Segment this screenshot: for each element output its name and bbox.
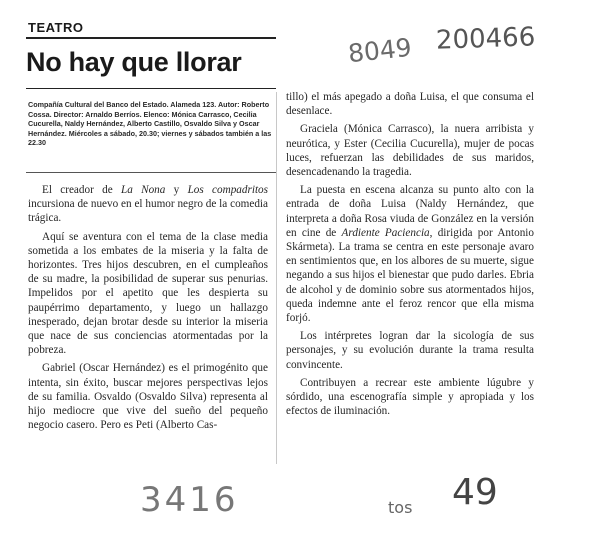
article-left-column	[28, 183, 268, 432]
handwritten-number-top-a: 8049	[346, 32, 413, 69]
column-divider	[276, 92, 277, 464]
handwritten-note-bottom-b: tos	[388, 498, 413, 517]
headline-rule	[26, 88, 276, 89]
paragraph-intro: El creador de La Nona y Los compadritos incursiona de nuevo en el humor negro de la comedia trágica.	[28, 184, 268, 225]
handwritten-number-bottom-c: 49	[452, 472, 498, 513]
article-right-column	[286, 90, 534, 418]
section-label: TEATRO	[28, 20, 84, 35]
paragraph-wives: Graciela (Mónica Carrasco), la nuera arribista y neurótica, y Ester (Cecilia Cucurella), mujer de pocas luces, refuerzan las debilidades de sus maridos, desencadenando la tragedia.	[286, 123, 534, 179]
handwritten-number-top-b: 200466	[435, 22, 536, 56]
paragraph-continuation: tillo) el más apegado a doña Luisa, el que consuma el desenlace.	[286, 91, 534, 118]
paragraph-characters: Gabriel (Oscar Hernández) es el primogénito que intenta, sin éxito, buscar mejores perspectivas lejos de su familia. Osvaldo (Osvaldo Silva) representa al hijo mediocre que vive del sueño del pequeño negocio casero. Pero es Peti (Alberto Cas-	[28, 362, 268, 432]
credits-rule	[26, 172, 276, 173]
paragraph-scenography: Contribuyen a recrear este ambiente lúgubre y sórdido, una escenografía simple y apropiada y los efectos de iluminación.	[286, 376, 534, 418]
credits-block: Compañía Cultural del Banco del Estado. Alameda 123. Autor: Roberto Cossa. Director: Arnaldo Berríos. Elenco: Mónica Carrasco, Cecilia Cucurella, Naldy Hernández, Alberto Castillo, Osvaldo Silva y Oscar Hernández. Miércoles a sábado, 20.30; viernes y sábados también a las 22.30	[28, 100, 272, 148]
headline: No hay que llorar	[26, 47, 242, 77]
handwritten-number-bottom-a: 3416	[140, 480, 239, 520]
paragraph-performers: Los intérpretes logran dar la sicología de sus personajes, y su evolución durante la trama resulta convincente.	[286, 330, 534, 371]
section-rule	[26, 37, 276, 39]
paragraph-theme: Aquí se aventura con el tema de la clase media sometida a los embates de la miseria y la falta de horizontes. Tres hijos descubren, en el cumpleaños de su madre, la posibilidad de superar sus penurias. Impelidos por el apetito que les despierta su paupérrimo departamento, y luego un hallazgo inesperado, dejan brotar desde su interior la miseria que nace de sus conciencias atormentadas por la pobreza.	[28, 230, 268, 357]
paragraph-staging: La puesta en escena alcanza su punto alto con la entrada de doña Luisa (Naldy Hernández, que interpreta a doña Rosa viuda de González en la versión en cine de Ardiente Paciencia, dirigida por Antonio Skármeta). La trama se centra en este personaje avaro en sentimientos que, en los albores de su muerte, sigue negando a sus hijos el bienestar que pudo darles. Ebria de alcohol y de dominio sobre sus atormentados hijos, queda indemne ante el feroz rencor que ella misma forjó.	[286, 184, 534, 325]
